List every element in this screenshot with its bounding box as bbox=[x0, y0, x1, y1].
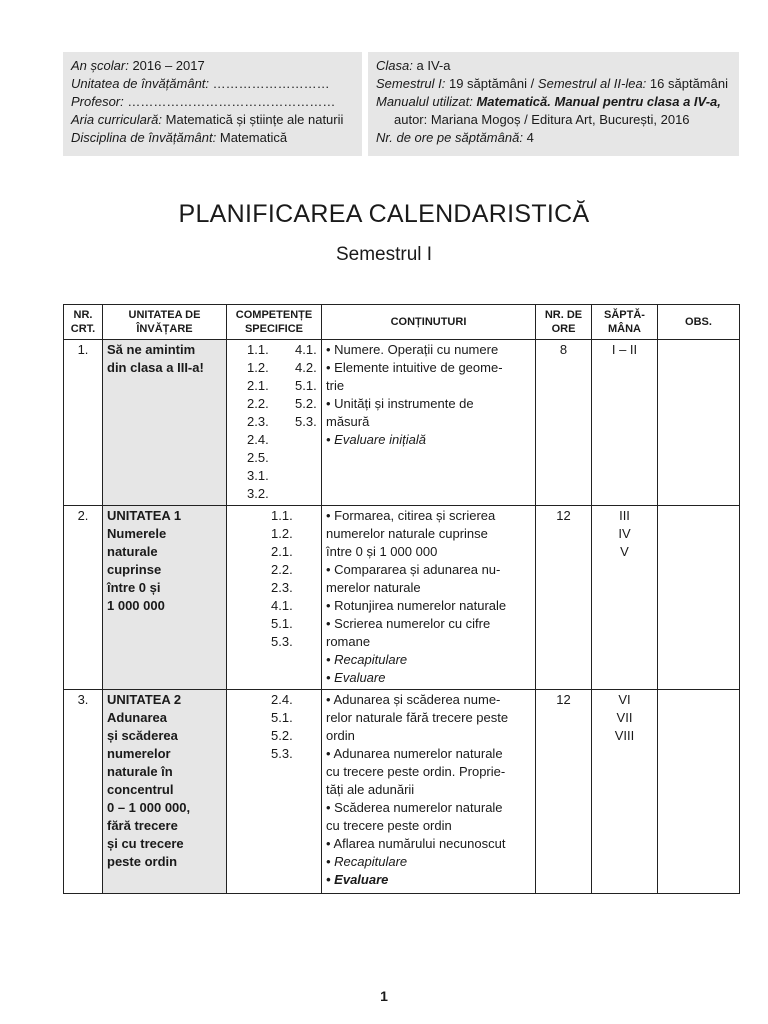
school-year-label: An școlar: bbox=[71, 58, 129, 73]
header-obs: OBS. bbox=[658, 305, 740, 340]
hours-per-week-label: Nr. de ore pe săptămână: bbox=[376, 130, 523, 145]
table-header-row bbox=[64, 305, 740, 340]
header-info-left bbox=[63, 52, 362, 156]
teacher-label: Profesor: bbox=[71, 94, 124, 109]
competences: 1.1. 1.2. 2.1. 2.2. 2.3. 2.4. 2.5. 3.1. 3.2. 4.1. 4.2. 5.1. 5.2. 5.3. bbox=[227, 340, 322, 506]
page-subtitle: Semestrul I bbox=[335, 244, 433, 265]
hours: 12 bbox=[536, 506, 592, 690]
curricular-area-line bbox=[71, 111, 354, 129]
header-unit: UNITATEA DE ÎNVĂȚARE bbox=[103, 305, 227, 340]
observations bbox=[658, 340, 740, 506]
weeks: I – II bbox=[592, 340, 658, 506]
weeks: III IV V bbox=[592, 506, 658, 690]
semester2-value: 16 săptămâni bbox=[649, 76, 728, 91]
competences: 2.4. 5.1. 5.2. 5.3. bbox=[227, 690, 322, 894]
hours-per-week-value: 4 bbox=[526, 130, 534, 145]
observations bbox=[658, 690, 740, 894]
school-year-value: 2016 – 2017 bbox=[132, 58, 205, 73]
competences: 1.1. 1.2. 2.1. 2.2. 2.3. 4.1. 5.1. 5.3. bbox=[227, 506, 322, 690]
learning-unit: UNITATEA 2 Adunarea și scăderea numerelor naturale în concentrul 0 – 1 000 000, fără trecere și cu trecere peste ordin bbox=[103, 690, 227, 894]
contents: • Numere. Operații cu numere • Elemente intuitive de geome- trie • Unități și instrumente de măsură • Evaluare inițială bbox=[322, 340, 536, 506]
curricular-area-label: Aria curriculară: bbox=[71, 112, 163, 127]
discipline-label: Disciplina de învățământ: bbox=[71, 130, 217, 145]
school-unit-line bbox=[71, 75, 354, 93]
header-week: SĂPTĂ- MÂNA bbox=[592, 305, 658, 340]
header-competences: COMPETENȚE SPECIFICE bbox=[227, 305, 322, 340]
semester1-label: Semestrul I: bbox=[376, 76, 446, 91]
row-number: 1. bbox=[64, 340, 103, 506]
contents: • Adunarea și scăderea nume- relor naturale fără trecere peste ordin • Adunarea numerelor naturale cu trecere peste ordin. Proprie- tăți ale adunării • Scăderea numerelor naturale cu trecere peste ordin • Aflarea numărului necunoscut • Recapitulare • Evaluare bbox=[322, 690, 536, 894]
semester1-value: 19 săptămâni bbox=[448, 76, 528, 91]
school-unit-value: ……………………… bbox=[212, 76, 330, 91]
author-value: autor: Mariana Mogoș / Editura Art, București, 2016 bbox=[394, 112, 690, 127]
school-unit-label: Unitatea de învățământ: bbox=[71, 76, 210, 91]
observations bbox=[658, 506, 740, 690]
discipline-value: Matematică bbox=[219, 130, 288, 145]
hours: 12 bbox=[536, 690, 592, 894]
header-nr: NR. CRT. bbox=[64, 305, 103, 340]
row-number: 2. bbox=[64, 506, 103, 690]
header-info-right bbox=[368, 52, 739, 156]
class-line bbox=[376, 57, 731, 75]
calendar-plan-table bbox=[63, 304, 740, 894]
header-hours: NR. DE ORE bbox=[536, 305, 592, 340]
header-content: CONȚINUTURI bbox=[322, 305, 536, 340]
teacher-value: ………………………………………… bbox=[127, 94, 336, 109]
class-label: Clasa: bbox=[376, 58, 413, 73]
learning-unit: Să ne amintim din clasa a III-a! bbox=[103, 340, 227, 506]
curricular-area-value: Matematică și științe ale naturii bbox=[165, 112, 344, 127]
page-title: PLANIFICAREA CALENDARISTICĂ bbox=[178, 200, 590, 228]
table-row bbox=[64, 340, 740, 506]
author-line bbox=[376, 111, 731, 129]
row-number: 3. bbox=[64, 690, 103, 894]
manual-line bbox=[376, 93, 731, 111]
page-number: 1 bbox=[380, 988, 388, 1004]
manual-label: Manualul utilizat: bbox=[376, 94, 473, 109]
weeks: VI VII VIII bbox=[592, 690, 658, 894]
teacher-line bbox=[71, 93, 354, 111]
table-row bbox=[64, 506, 740, 690]
semesters-line bbox=[376, 75, 731, 93]
school-year-line bbox=[71, 57, 354, 75]
hours-per-week-line bbox=[376, 129, 731, 147]
manual-value: Matematică. Manual pentru clasa a IV-a, bbox=[476, 94, 721, 109]
hours: 8 bbox=[536, 340, 592, 506]
class-value: a IV-a bbox=[416, 58, 451, 73]
semester2-label: Semestrul al II-lea: bbox=[537, 76, 647, 91]
semester-separator: / bbox=[530, 76, 535, 91]
table-row bbox=[64, 690, 740, 894]
discipline-line bbox=[71, 129, 354, 147]
learning-unit: UNITATEA 1 Numerele naturale cuprinse între 0 și 1 000 000 bbox=[103, 506, 227, 690]
contents: • Formarea, citirea și scrierea numerelor naturale cuprinse între 0 și 1 000 000 • Compararea și adunarea nu- merelor naturale • Rotunjirea numerelor naturale • Scrierea numerelor cu cifre romane • Recapitulare • Evaluare bbox=[322, 506, 536, 690]
